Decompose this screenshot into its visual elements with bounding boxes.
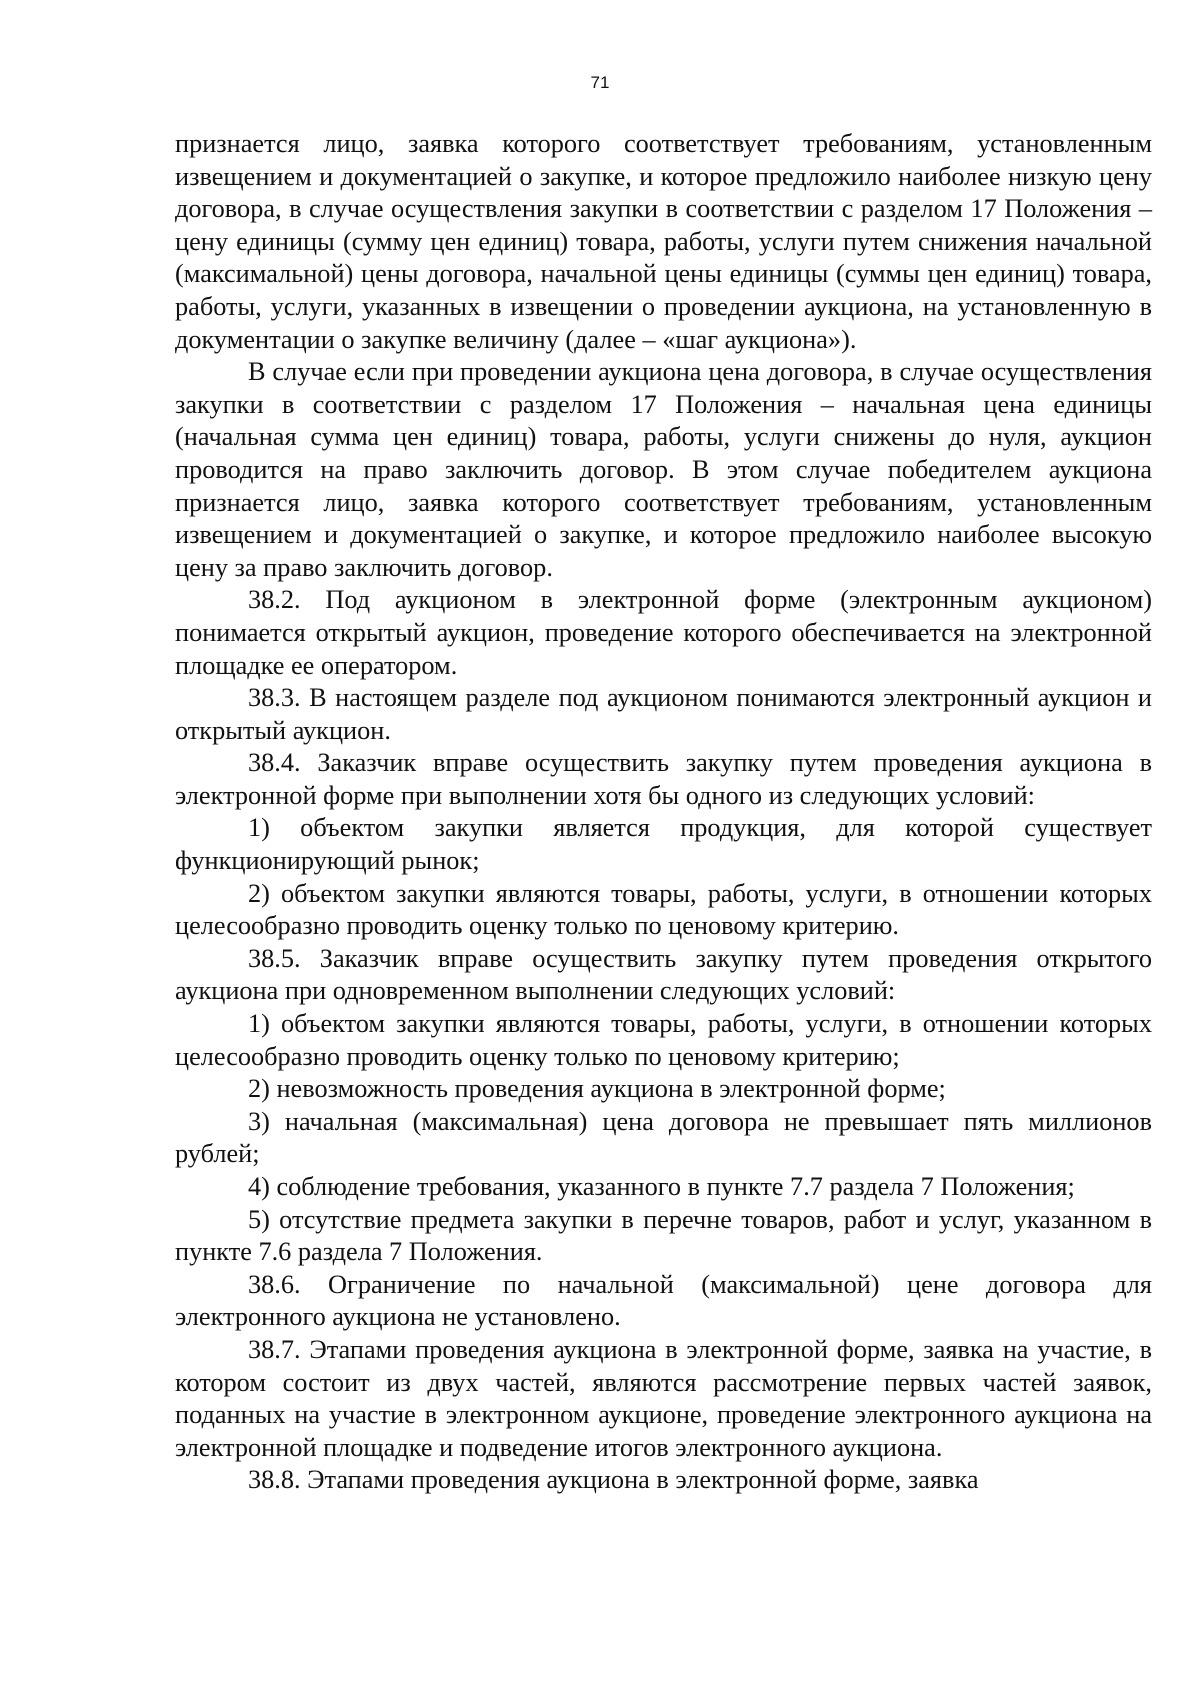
list-item: 3) начальная (максимальная) цена договора не превышает пять миллионов рублей; [175, 1106, 1152, 1169]
list-item: 1) объектом закупки является продукция, для которой существует функционирующий рынок; [175, 813, 1152, 876]
list-item: 1) объектом закупки являются товары, работы, услуги, в отношении которых целесообразно проводить оценку только по ценовому критерию; [175, 1009, 1152, 1071]
list-item: 5) отсутствие предмета закупки в перечне товаров, работ и услуг, указанном в пункте 7.6 раздела 7 Положения. [175, 1204, 1152, 1267]
paragraph: 38.3. В настоящем разделе под аукционом понимаются электронный аукцион и открытый аукцион. [175, 683, 1152, 745]
paragraph: признается лицо, заявка которого соответствует требованиям, установленным извещением и документацией о закупке, и которое предложило наиболее низкую цену договора, в случае осуществления закупки в соответствии с разделом 17 Положения – цену единицы (сумму цен единиц) товара, работы, услуги путем снижения начальной (максимальной) цены договора, начальной цены единицы (суммы цен единиц) товара, работы, услуги, указанных в извещении о проведении аукциона, на установленную в документации о закупке величину (далее – «шаг аукциона»). [175, 129, 1152, 354]
paragraph: 38.2. Под аукционом в электронной форме (электронным аукционом) понимается открытый аукцион, проведение которого обеспечивается на электронной площадке ее оператором. [175, 585, 1152, 680]
page-number: 71 [590, 73, 610, 92]
paragraph: 38.7. Этапами проведения аукциона в электронной форме, заявка на участие, в котором состоит из двух частей, являются рассмотрение первых частей заявок, поданных на участие в электронном аукционе, проведение электронного аукциона на электронной площадке и подведение итогов электронного аукциона. [175, 1334, 1152, 1462]
paragraph: 38.5. Заказчик вправе осуществить закупку путем проведения открытого аукциона при одновременном выполнении следующих условий: [175, 943, 1152, 1006]
list-item: 2) объектом закупки являются товары, работы, услуги, в отношении которых целесообразно проводить оценку только по ценовому критерию. [175, 878, 1152, 941]
list-item: 4) соблюдение требования, указанного в пункте 7.7 раздела 7 Положения; [248, 1172, 1075, 1201]
paragraph: 38.8. Этапами проведения аукциона в электронной форме, заявка [248, 1465, 979, 1495]
paragraph: 38.4. Заказчик вправе осуществить закупку путем проведения аукциона в электронной форме при выполнении хотя бы одного из следующих условий: [175, 748, 1152, 810]
document-body [175, 128, 1152, 1497]
list-item: 2) невозможность проведения аукциона в электронной форме; [248, 1074, 946, 1104]
paragraph: 38.6. Ограничение по начальной (максимальной) цене договора для электронного аукциона не установлено. [175, 1269, 1152, 1332]
paragraph: В случае если при проведении аукциона цена договора, в случае осуществления закупки в соответствии с разделом 17 Положения – начальная цена единицы (начальная сумма цен единиц) товара, работы, услуги снижены до нуля, аукцион проводится на право заключить договор. В этом случае победителем аукциона признается лицо, заявка которого соответствует требованиям, установленным извещением и документацией о закупке, и которое предложило наиболее высокую цену за право заключить договор. [175, 357, 1152, 582]
